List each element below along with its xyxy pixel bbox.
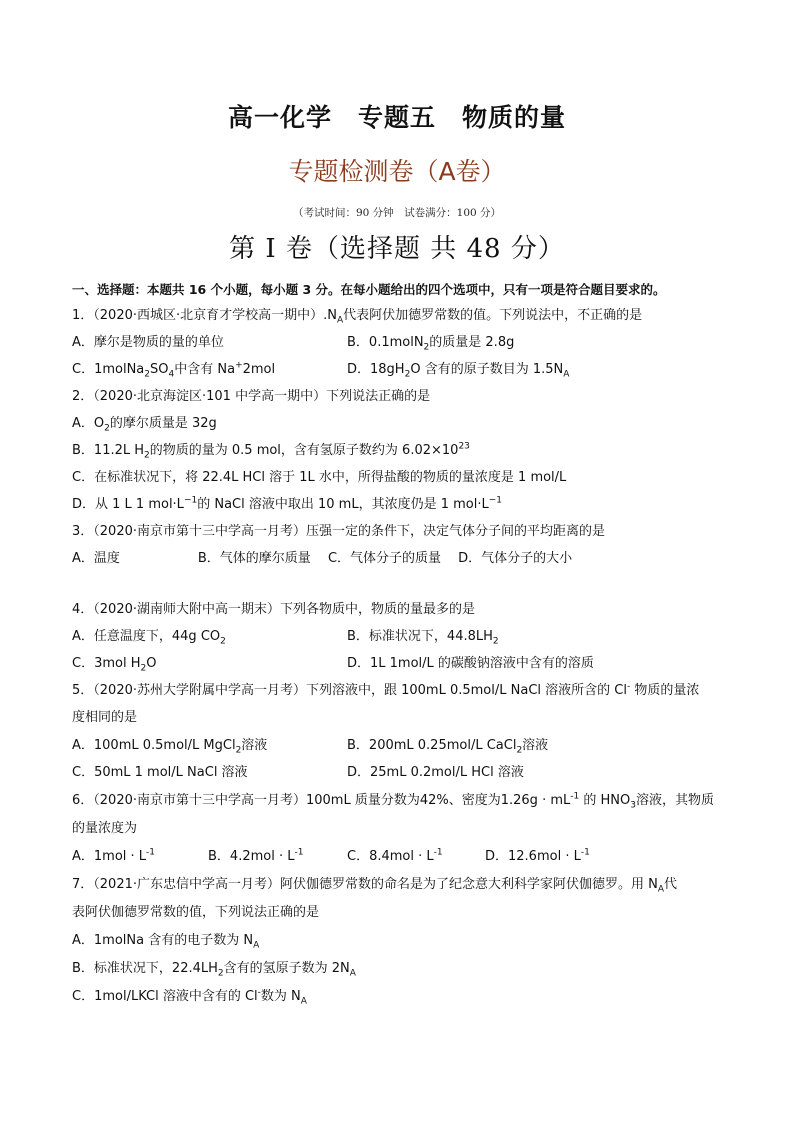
question-6-option-d: D．$12.6mol \cdot L^{-1}$ (485, 847, 590, 864)
question-2-option-c: C．在标准状况下，将 22.4L HCl 溶于 1L 水中，所得盐酸的物质的量浓度是 1 mol/L (72, 470, 567, 485)
question-5-option-d: D．25mL 0.2mol/L HCl 溶液 (347, 765, 524, 780)
question-5-stem: 5．（2020·苏州大学附属中学高一月考）下列溶液中，跟 100mL 0.5mol/L NaCl 溶液所含的 Cl- 物质的量浓 (72, 681, 700, 698)
exam-info: （考试时间：90 分钟 试卷满分：100 分） (292, 207, 502, 219)
question-7-stem-continued: 表阿伏伽德罗常数的值，下列说法正确的是 (72, 905, 320, 920)
question-5-option-c: C．50mL 1 mol/L NaCl 溶液 (72, 765, 248, 780)
question-5-stem-continued: 度相同的是 (72, 710, 138, 725)
section-instructions: 一、选择题：本题共 16 个小题，每小题 3 分。在每小题给出的四个选项中，只有一项是符合题目要求的。 (72, 282, 666, 297)
question-6-option-b: B．$4.2mol \cdot L^{-1}$ (208, 847, 304, 864)
question-3-options: A．温度 B．气体的摩尔质量 C．气体分子的质量 D．气体分子的大小 (72, 551, 573, 566)
question-4-stem: 4．（2020·湖南师大附中高一期末）下列各物质中，物质的量最多的是 (72, 602, 475, 617)
question-6-stem-continued: 的量浓度为 (72, 821, 138, 836)
question-1-option-c: C．$1molNa_2SO_4$中含有 Na+2mol (72, 360, 276, 380)
page-title: 高一化学 专题五 物质的量 (227, 103, 566, 132)
question-7-option-a: A．1molNa 含有的电子数为 $N_A$ (72, 933, 260, 951)
question-3-stem: 3．（2020·南京市第十三中学高一月考）压强一定的条件下，决定气体分子间的平均距离的是 (72, 524, 605, 539)
question-4-option-b: B．标准状况下，$44.8LH_2$ (347, 629, 499, 647)
question-5-option-b: B．200mL 0.25mol/L CaCl$_2$溶液 (347, 738, 549, 756)
question-2-option-b: B．11.2L $H_2$的物质的量为 0.5 mol，含有氢原子数约为 $6.02\times 10^{23}$ (72, 441, 470, 461)
question-4-option-d: D．1L 1mol/L 的碳酸钠溶液中含有的溶质 (347, 656, 594, 671)
question-2-option-d: D．从 1 L 1 $mol\cdot L^{-1}$的 NaCl 溶液中取出 10 mL，其浓度仍是 1 $mol\cdot L^{-1}$ (72, 495, 502, 512)
question-6-stem: 6．（2020·南京市第十三中学高一月考）100mL 质量分数为42%、密度为$1.26g \cdot mL^{-1}$ 的 $HNO_3$溶液，其物质 (72, 791, 714, 811)
question-5-option-a: A．100mL 0.5mol/L MgCl$_2$溶液 (72, 738, 268, 756)
question-6-option-c: C．$8.4mol \cdot L^{-1}$ (347, 847, 443, 864)
question-6-option-a: A．$1mol \cdot L^{-1}$ (72, 847, 156, 864)
question-4-option-a: A．任意温度下，44g $CO_2$ (72, 629, 226, 647)
question-7-option-b: B．标准状况下，$22.4LH_2$含有的氢原子数为 $2N_A$ (72, 961, 356, 979)
question-1-option-a: A．摩尔是物质的量的单位 (72, 335, 224, 350)
question-2-option-a: A．$O_2$的摩尔质量是 32g (72, 416, 217, 434)
question-2-stem: 2．（2020·北京海淀区·101 中学高一期中）下列说法正确的是 (72, 389, 431, 404)
question-1-stem: 1．（2020·西城区·北京育才学校高一期中）$.N_A$代表阿伏加德罗常数的值。下列说法中，不正确的是 (72, 308, 643, 326)
page-subtitle: 专题检测卷（A卷） (288, 157, 506, 186)
section-title: 第 I 卷（选择题 共 48 分） (229, 234, 565, 264)
question-7-stem: 7．（2021·广东忠信中学高一月考）阿伏伽德罗常数的命名是为了纪念意大利科学家阿伏伽德罗。用 $N_A$代 (72, 877, 678, 895)
question-1-option-d: D．$18gH_2O$ 含有的原子数目为 $1.5N_A$ (347, 362, 570, 380)
question-7-option-c: C．1mol/LKCl 溶液中含有的 Cl-数为 $N_A$ (72, 987, 307, 1007)
question-4-option-c: C．3mol $H_2O$ (72, 656, 157, 674)
question-1-option-b: B．0.1molN$_2$的质量是 2.8g (347, 335, 515, 353)
